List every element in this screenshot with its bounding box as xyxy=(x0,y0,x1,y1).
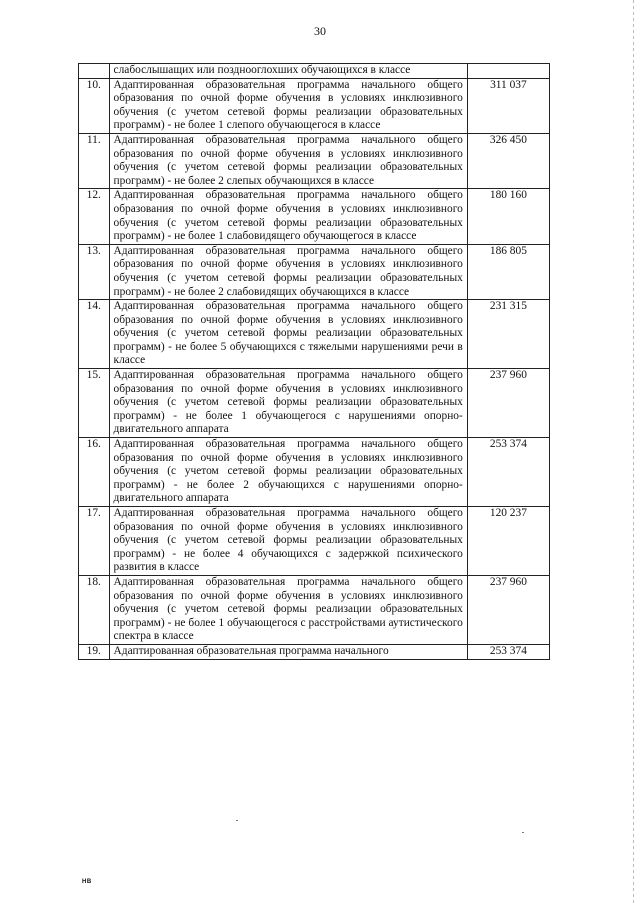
row-description: Адаптированная образовательная программа начального общего образования по очной форме обучения в условиях инклюзивного обучения (с учетом сетевой формы реализации образовательных программ) - не более 4 обучающихся с задержкой психического развития в классе xyxy=(109,507,467,576)
row-number: 13. xyxy=(79,244,110,299)
table-row xyxy=(79,438,550,507)
table-row xyxy=(79,507,550,576)
scan-speck xyxy=(236,820,238,821)
row-description: Адаптированная образовательная программа начального общего образования по очной форме обучения в условиях инклюзивного обучения (с учетом сетевой формы реализации образовательных программ) - не более 1 обучающегося с расстройствами аутистического спектра в классе xyxy=(109,575,467,644)
row-value: 311 037 xyxy=(467,78,549,133)
row-value: 253 374 xyxy=(467,644,549,659)
footer-mark: НВ xyxy=(82,879,92,885)
row-value: 237 960 xyxy=(467,369,549,438)
row-description: Адаптированная образовательная программа начального общего образования по очной форме обучения в условиях инклюзивного обучения (с учетом сетевой формы реализации образовательных программ) - не более 1 слепого обучающегося в классе xyxy=(109,78,467,133)
table-row xyxy=(79,644,550,659)
row-value: 326 450 xyxy=(467,133,549,188)
table-row xyxy=(79,369,550,438)
table-row-continuation xyxy=(79,64,550,79)
row-description: Адаптированная образовательная программа начального общего образования по очной форме обучения в условиях инклюзивного обучения (с учетом сетевой формы реализации образовательных программ) - не более 1 обучающегося с нарушениями опорно-двигательного аппарата xyxy=(109,369,467,438)
row-number: 14. xyxy=(79,300,110,369)
table-row xyxy=(79,300,550,369)
row-value: 120 237 xyxy=(467,507,549,576)
table-row xyxy=(79,133,550,188)
row-number xyxy=(79,64,110,79)
scan-speck xyxy=(522,832,524,833)
tariff-table xyxy=(78,63,550,660)
row-value: 186 805 xyxy=(467,244,549,299)
table-row xyxy=(79,189,550,244)
row-description: Адаптированная образовательная программа начального общего образования по очной форме обучения в условиях инклюзивного обучения (с учетом сетевой формы реализации образовательных программ) - не более 2 слепых обучающихся в классе xyxy=(109,133,467,188)
row-number: 19. xyxy=(79,644,110,659)
page-number: 30 xyxy=(314,24,326,38)
row-value xyxy=(467,64,549,79)
row-value: 237 960 xyxy=(467,575,549,644)
row-number: 10. xyxy=(79,78,110,133)
row-number: 16. xyxy=(79,438,110,507)
row-number: 18. xyxy=(79,575,110,644)
row-number: 17. xyxy=(79,507,110,576)
row-number: 11. xyxy=(79,133,110,188)
row-number: 15. xyxy=(79,369,110,438)
row-description: слабослышащих или позднооглохших обучающихся в классе xyxy=(109,64,467,79)
row-description: Адаптированная образовательная программа начального общего образования по очной форме обучения в условиях инклюзивного обучения (с учетом сетевой формы реализации образовательных программ) - не более 2 слабовидящих обучающихся в классе xyxy=(109,244,467,299)
row-description: Адаптированная образовательная программа начального xyxy=(109,644,467,659)
row-description: Адаптированная образовательная программа начального общего образования по очной форме обучения в условиях инклюзивного обучения (с учетом сетевой формы реализации образовательных программ) - не более 2 обучающихся с нарушениями опорно-двигательного аппарата xyxy=(109,438,467,507)
table-row xyxy=(79,78,550,133)
table-row xyxy=(79,575,550,644)
table-row xyxy=(79,244,550,299)
scan-edge-line xyxy=(633,0,634,905)
row-value: 180 160 xyxy=(467,189,549,244)
row-description: Адаптированная образовательная программа начального общего образования по очной форме обучения в условиях инклюзивного обучения (с учетом сетевой формы реализации образовательных программ) - не более 5 обучающихся с тяжелыми нарушениями речи в классе xyxy=(109,300,467,369)
row-value: 231 315 xyxy=(467,300,549,369)
row-number: 12. xyxy=(79,189,110,244)
row-description: Адаптированная образовательная программа начального общего образования по очной форме обучения в условиях инклюзивного обучения (с учетом сетевой формы реализации образовательных программ) - не более 1 слабовидящего обучающегося в классе xyxy=(109,189,467,244)
row-value: 253 374 xyxy=(467,438,549,507)
